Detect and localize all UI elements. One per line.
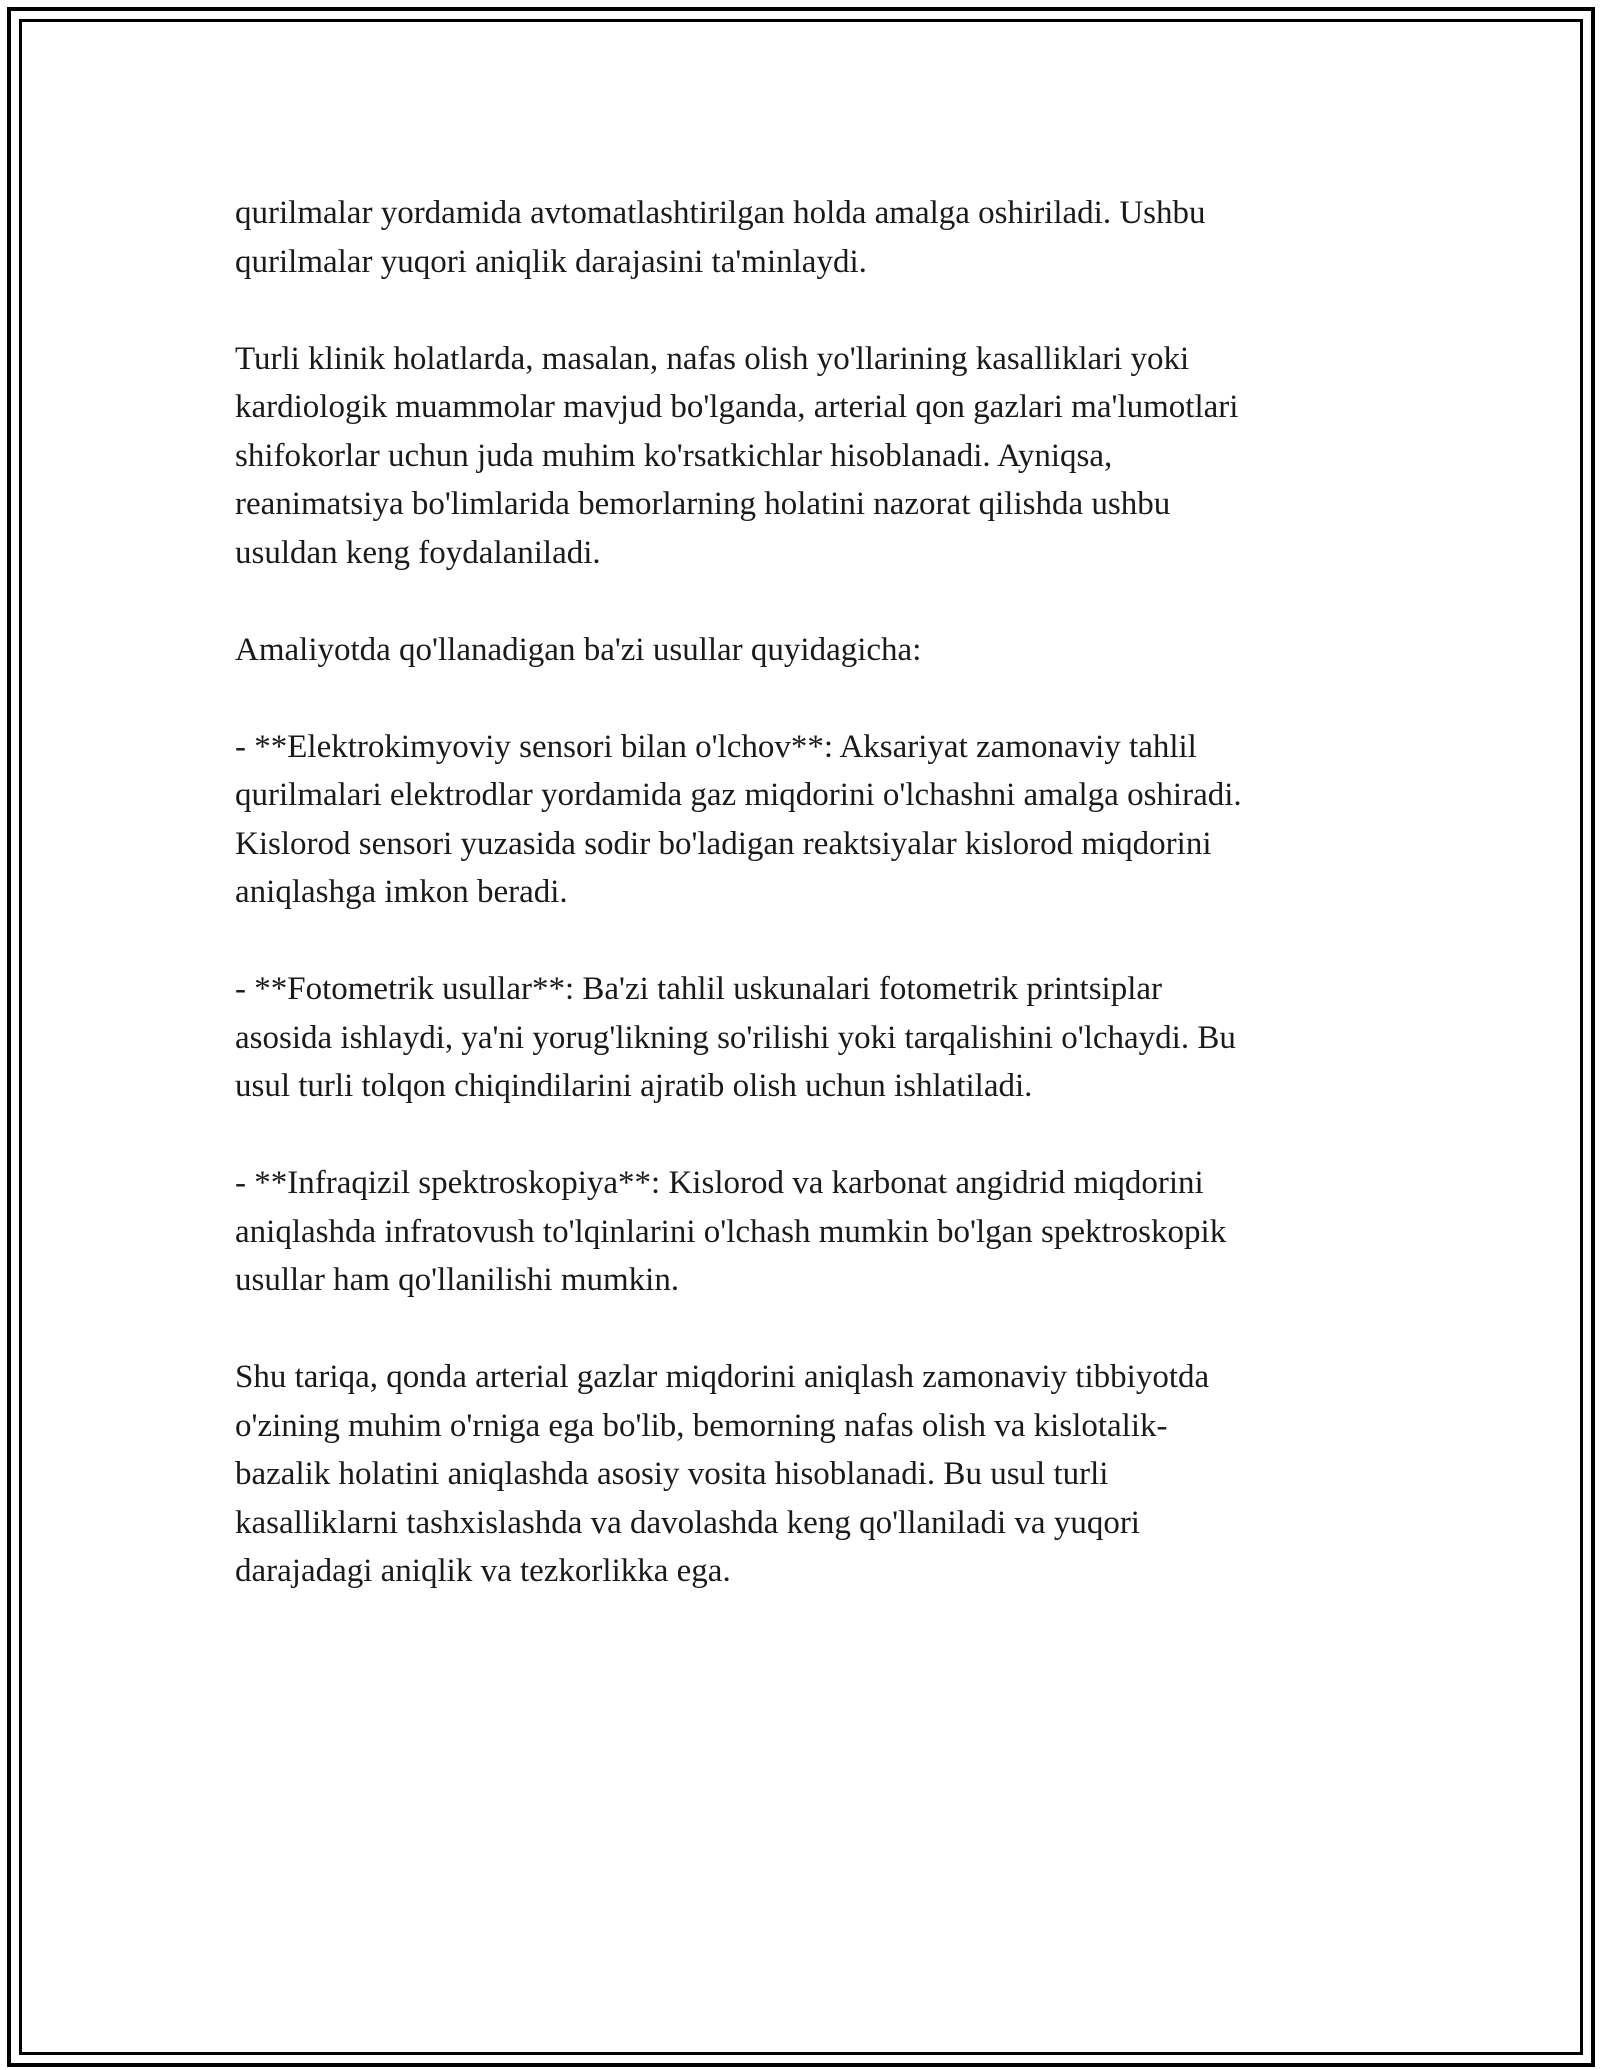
text-line: - **Fotometrik usullar**: Ba'zi tahlil uskunalari fotometrik printsiplar — [235, 971, 1163, 1007]
list-item-photometric — [235, 965, 1365, 1111]
text-line: usullar ham qo'llanilishi mumkin. — [235, 1262, 680, 1298]
text-line: kardiologik muammolar mavjud bo'lganda, arterial qon gazlari ma'lumotlari — [235, 389, 1239, 425]
text-line: Kislorod sensori yuzasida sodir bo'ladigan reaktsiyalar kislorod miqdorini — [235, 825, 1212, 862]
text-line: shifokorlar uchun juda muhim ko'rsatkichlar hisoblanadi. Ayniqsa, — [235, 437, 1113, 474]
text-line: qurilmalari elektrodlar yordamida gaz miqdorini o'lchashni amalga oshiradi. — [235, 777, 1242, 813]
paragraph-clinical-cases — [235, 335, 1365, 578]
list-item-infrared — [235, 1159, 1365, 1305]
text-line: o'zining muhim o'rniga ega bo'lib, bemorning nafas olish va kislotalik- — [235, 1407, 1168, 1444]
text-line: kasalliklarni tashxislashda va davolashda keng qo'llaniladi va yuqori — [235, 1504, 1140, 1541]
text-line: Amaliyotda qo'llanadigan ba'zi usullar quyidagicha: — [235, 631, 922, 668]
text-line: asosida ishlaydi, ya'ni yorug'likning so'rilishi yoki tarqalishini o'lchaydi. Bu — [235, 1019, 1236, 1056]
text-line: Shu tariqa, qonda arterial gazlar miqdorini aniqlash zamonaviy tibbiyotda — [235, 1359, 1210, 1395]
text-line: usul turli tolqon chiqindilarini ajratib olish uchun ishlatiladi. — [235, 1068, 1033, 1104]
text-line: reanimatsiya bo'limlarida bemorlarning holatini nazorat qilishda ushbu — [235, 486, 1171, 522]
list-item-electrochemical — [235, 723, 1365, 917]
text-line: qurilmalar yuqori aniqlik darajasini ta'minlaydi. — [235, 243, 867, 280]
text-line: - **Elektrokimyoviy sensori bilan o'lchov**: Aksariyat zamonaviy tahlil — [235, 728, 1197, 765]
text-line: Turli klinik holatlarda, masalan, nafas olish yo'llarining kasalliklari yoki — [235, 340, 1190, 377]
text-line: aniqlashga imkon beradi. — [235, 874, 568, 910]
paragraph-conclusion — [235, 1353, 1365, 1596]
paragraph-methods-intro — [235, 626, 1365, 675]
document-body — [235, 189, 1365, 1596]
paragraph-intro-continuation — [235, 189, 1365, 286]
text-line: aniqlashda infratovush to'lqinlarini o'lchash mumkin bo'lgan spektroskopik — [235, 1213, 1227, 1250]
text-line: bazalik holatini aniqlashda asosiy vosita hisoblanadi. Bu usul turli — [235, 1456, 1109, 1492]
text-line: darajadagi aniqlik va tezkorlikka ega. — [235, 1553, 731, 1589]
text-line: - **Infraqizil spektroskopiya**: Kislorod va karbonat angidrid miqdorini — [235, 1165, 1204, 1201]
text-line: qurilmalar yordamida avtomatlashtirilgan holda amalga oshiriladi. Ushbu — [235, 195, 1206, 231]
text-line: usuldan keng foydalaniladi. — [235, 534, 601, 571]
